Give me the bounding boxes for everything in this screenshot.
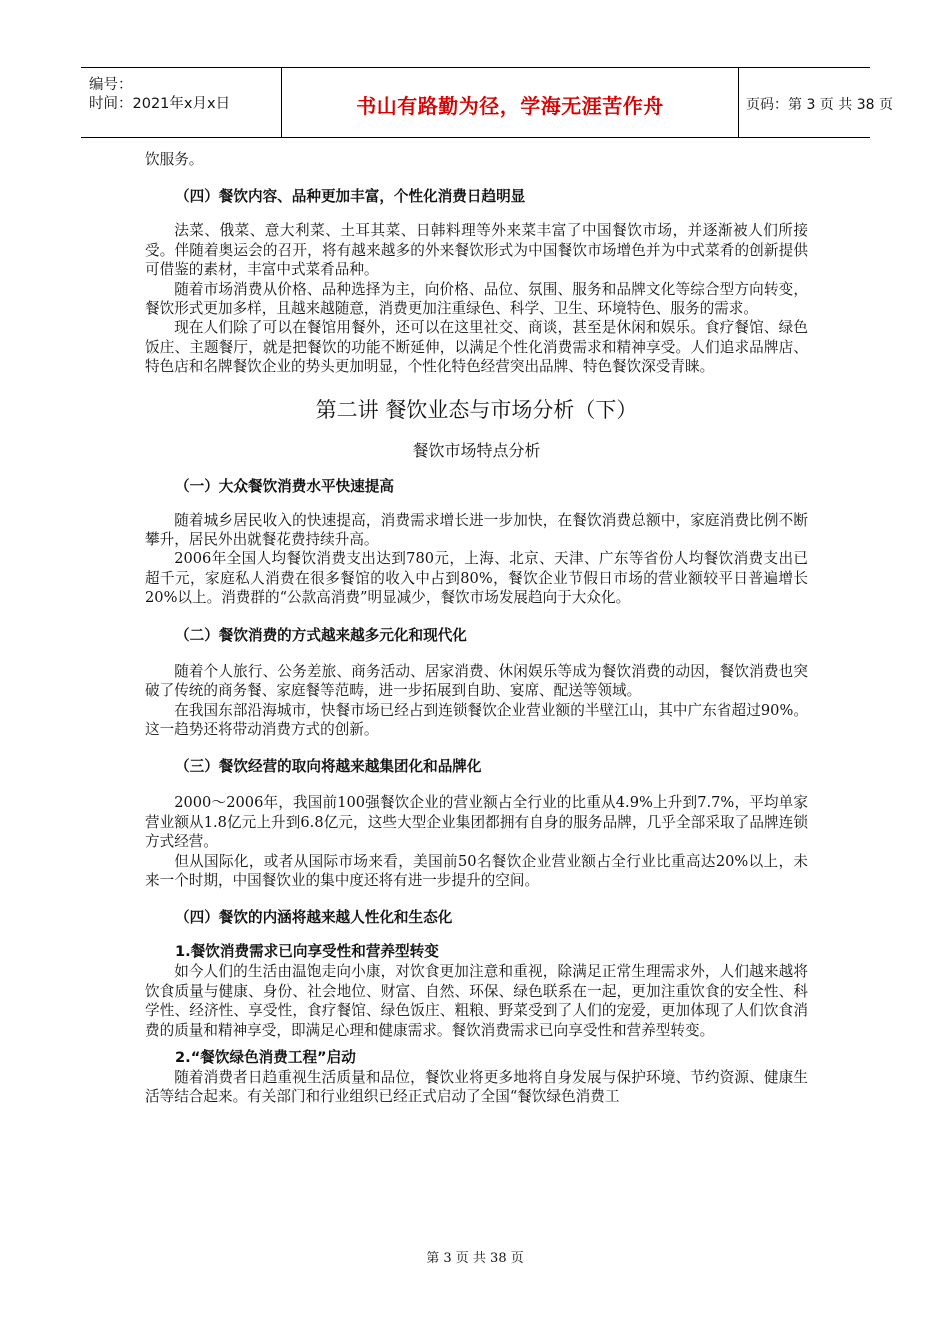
paragraph: 在我国东部沿海城市，快餐市场已经占到连锁餐饮企业营业额的半壁江山，其中广东省超过90%。这一趋势还将带动消费方式的创新。 (145, 701, 808, 738)
numbered-heading: 2.“餐饮绿色消费工程”启动 (175, 1048, 356, 1066)
paragraph: 随着消费者日趋重视生活质量和品位，餐饮业将更多地将自身发展与保护环境、节约资源、健康生活等结合起来。有关部门和行业组织已经正式启动了全国“餐饮绿色消费工 (145, 1068, 808, 1106)
header-motto-cell (281, 68, 739, 137)
paragraph: 现在人们除了可以在餐馆用餐外，还可以在这里社交、商谈，甚至是休闲和娱乐。食疗餐馆、绿色饭庄、主题餐厅，就是把餐饮的功能不断延伸，以满足个性化消费需求和精神享受。人们追求品牌店、特色店和名牌餐饮企业的势头更加明显，个性化特色经营突出品牌、特色餐饮深受青睐。 (145, 319, 808, 376)
paragraph: 随着城乡居民收入的快速提高，消费需求增长进一步加快，在餐饮消费总额中，家庭消费比例不断攀升，居民外出就餐花费持续升高。 (145, 511, 808, 549)
chapter-title: 第二讲 餐饮业态与市场分析（下） (315, 397, 638, 422)
header-table (81, 67, 893, 138)
paragraph: 2006年全国人均餐饮消费支出达到780元，上海、北京、天津、广东等省份人均餐饮消费支出已超千元，家庭私人消费在很多餐馆的收入中占到80%，餐饮企业节假日市场的营业额较平日普遍增长20%以上。消费群的“公款高消费”明显减少，餐饮市场发展趋向于大众化。 (145, 550, 808, 607)
header-meta-cell (81, 68, 281, 137)
paragraph: 但从国际化，或者从国际市场来看，美国前50名餐饮企业营业额占全行业比重高达20%以上，未来一个时期，中国餐饮业的集中度还将有进一步提升的空间。 (145, 852, 808, 889)
paragraph: 随着个人旅行、公务差旅、商务活动、居家消费、休闲娱乐等成为餐饮消费的动因，餐饮消费也突破了传统的商务餐、家庭餐等范畴，进一步拓展到自助、宴席、配送等领域。 (145, 662, 808, 700)
page-footer: 第 3 页 共 38 页 (426, 1251, 524, 1266)
paragraph: 随着市场消费从价格、品种选择为主，向价格、品位、氛围、服务和品牌文化等综合型方向转变，餐饮形式更加多样，且越来越随意，消费更加注重绿色、科学、卫生、环境特色、服务的需求。 (145, 280, 808, 318)
subheading: （一）大众餐饮消费水平快速提高 (175, 477, 394, 495)
subheading: （四）餐饮内容、品种更加丰富，个性化消费日趋明显 (175, 188, 526, 206)
motto-text: 书山有路勤为径，学海无涯苦作舟 (356, 94, 664, 118)
subheading: （二）餐饮消费的方式越来越多元化和现代化 (175, 626, 467, 644)
paragraph: 饮服务。 (145, 151, 204, 168)
subheading: （三）餐饮经营的取向将越来越集团化和品牌化 (175, 758, 482, 776)
section-title: 餐饮市场特点分析 (412, 440, 541, 460)
page-info: 页码：第 3 页 共 38 页 (746, 97, 893, 113)
document-body (145, 150, 808, 1107)
paragraph: 法菜、俄菜、意大利菜、土耳其菜、日韩料理等外来菜丰富了中国餐饮市场，并逐渐被人们所接受。伴随着奥运会的召开，将有越来越多的外来餐饮形式为中国餐饮市场增色并为中式菜肴的创新提供可借鉴的素材，丰富中式菜肴品种。 (145, 222, 808, 279)
paragraph: 2000～2006年，我国前100强餐饮企业的营业额占全行业的比重从4.9%上升到7.7%，平均单家营业额从1.8亿元上升到6.8亿元，这些大型企业集团都拥有自身的服务品牌，几乎全部采取了品牌连锁方式经营。 (145, 794, 808, 851)
document-number-label: 编号： (89, 77, 133, 93)
numbered-heading: 1.餐饮消费需求已向享受性和营养型转变 (175, 943, 439, 961)
document-date-label: 时间：2021年x月x日 (89, 96, 231, 112)
subheading: （四）餐饮的内涵将越来越人性化和生态化 (175, 909, 453, 927)
header-page-cell (738, 68, 893, 137)
paragraph: 如今人们的生活由温饱走向小康，对饮食更加注意和重视，除满足正常生理需求外，人们越来越将饮食质量与健康、身份、社会地位、财富、自然、环保、绿色联系在一起，更加注重饮食的安全性、科学性、经济性、享受性，食疗餐馆、绿色饭庄、粗粮、野菜受到了人们的宠爱，更加体现了人们饮食消费的质量和精神享受，即满足心理和健康需求。餐饮消费需求已向享受性和营养型转变。 (145, 963, 808, 1039)
